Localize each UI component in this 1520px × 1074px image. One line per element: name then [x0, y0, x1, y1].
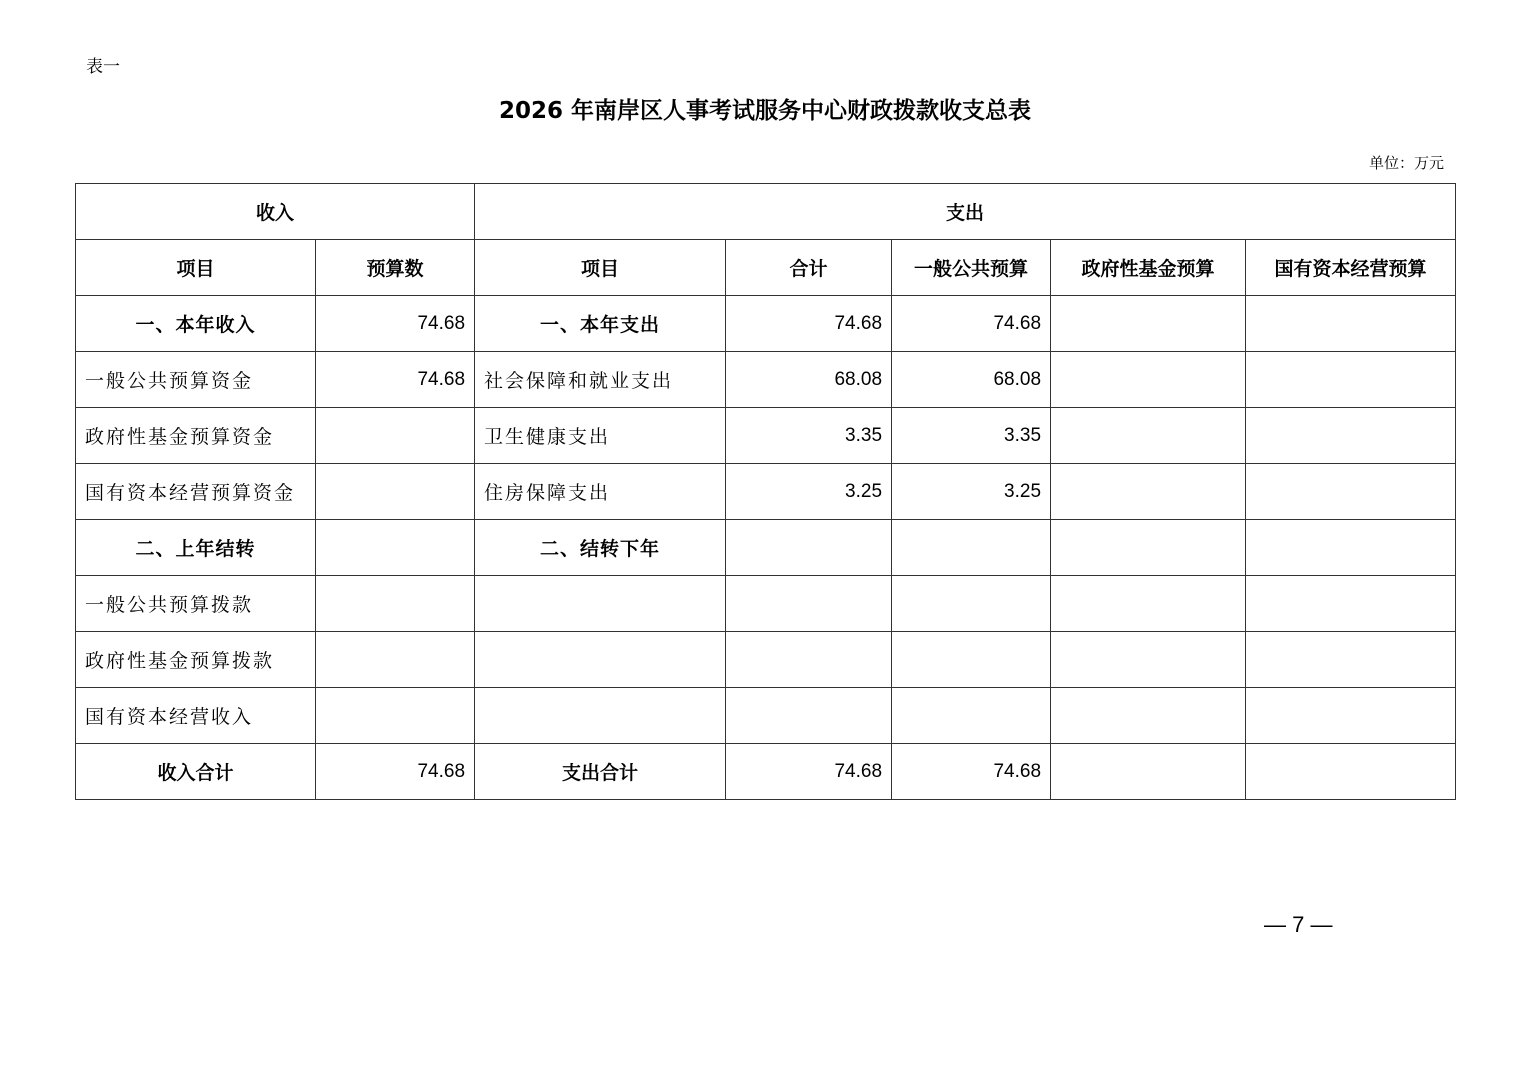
table-row [76, 632, 1456, 688]
expense-item-cell: 卫生健康支出 [475, 408, 726, 464]
expense-item-header: 项目 [475, 240, 726, 296]
expense-item-cell: 一、本年支出 [475, 296, 726, 352]
income-budget-cell [316, 520, 475, 576]
group-header-row [76, 184, 1456, 240]
expense-total-cell [726, 520, 892, 576]
state-capital-cell [1246, 464, 1456, 520]
table-row [76, 520, 1456, 576]
general-public-cell [892, 520, 1051, 576]
expense-total-cell [726, 632, 892, 688]
gov-fund-cell [1051, 576, 1246, 632]
income-budget-cell: 74.68 [316, 296, 475, 352]
gov-fund-cell [1051, 520, 1246, 576]
state-capital-total-value [1246, 744, 1456, 800]
expense-item-cell [475, 688, 726, 744]
income-item-cell: 国有资本经营预算资金 [76, 464, 316, 520]
expense-total-cell [726, 576, 892, 632]
gov-fund-cell [1051, 296, 1246, 352]
table-row [76, 464, 1456, 520]
income-item-header: 项目 [76, 240, 316, 296]
general-public-cell: 3.35 [892, 408, 1051, 464]
expense-item-cell [475, 576, 726, 632]
table-row [76, 688, 1456, 744]
expense-total-value: 74.68 [726, 744, 892, 800]
income-budget-cell [316, 464, 475, 520]
expense-total-cell: 74.68 [726, 296, 892, 352]
budget-summary-table [75, 183, 1456, 800]
income-item-cell: 一、本年收入 [76, 296, 316, 352]
expense-total-cell: 68.08 [726, 352, 892, 408]
table-row [76, 352, 1456, 408]
state-capital-cell [1246, 408, 1456, 464]
income-item-cell: 政府性基金预算资金 [76, 408, 316, 464]
state-capital-budget-header: 国有资本经营预算 [1246, 240, 1456, 296]
expense-item-cell: 住房保障支出 [475, 464, 726, 520]
page-number: — 7 — [1264, 912, 1333, 937]
gov-fund-cell [1051, 408, 1246, 464]
expense-item-cell: 社会保障和就业支出 [475, 352, 726, 408]
general-public-cell: 3.25 [892, 464, 1051, 520]
general-public-cell [892, 632, 1051, 688]
gov-fund-total-value [1051, 744, 1246, 800]
gov-fund-cell [1051, 464, 1246, 520]
income-budget-cell [316, 632, 475, 688]
table-row [76, 296, 1456, 352]
expense-item-cell: 二、结转下年 [475, 520, 726, 576]
state-capital-cell [1246, 352, 1456, 408]
gov-fund-cell [1051, 688, 1246, 744]
general-public-cell: 68.08 [892, 352, 1051, 408]
income-item-cell: 一般公共预算资金 [76, 352, 316, 408]
table-label: 表一 [86, 57, 120, 77]
expense-item-cell [475, 632, 726, 688]
income-budget-cell [316, 576, 475, 632]
income-item-cell: 二、上年结转 [76, 520, 316, 576]
general-public-total-value: 74.68 [892, 744, 1051, 800]
expense-total-cell [726, 688, 892, 744]
general-public-cell [892, 576, 1051, 632]
income-total-label: 收入合计 [76, 744, 316, 800]
general-public-cell [892, 688, 1051, 744]
expense-total-label: 支出合计 [475, 744, 726, 800]
income-budget-cell [316, 408, 475, 464]
gov-fund-budget-header: 政府性基金预算 [1051, 240, 1246, 296]
expense-total-cell: 3.25 [726, 464, 892, 520]
expense-total-cell: 3.35 [726, 408, 892, 464]
income-item-cell: 一般公共预算拨款 [76, 576, 316, 632]
income-budget-cell [316, 688, 475, 744]
income-total-value: 74.68 [316, 744, 475, 800]
totals-row [76, 744, 1456, 800]
column-header-row [76, 240, 1456, 296]
income-budget-header: 预算数 [316, 240, 475, 296]
income-group-header: 收入 [76, 184, 475, 240]
table-row [76, 576, 1456, 632]
expense-total-header: 合计 [726, 240, 892, 296]
income-budget-cell: 74.68 [316, 352, 475, 408]
table-row [76, 408, 1456, 464]
income-item-cell: 政府性基金预算拨款 [76, 632, 316, 688]
gov-fund-cell [1051, 352, 1246, 408]
gov-fund-cell [1051, 632, 1246, 688]
unit-label: 单位：万元 [1368, 154, 1444, 172]
expense-group-header: 支出 [475, 184, 1456, 240]
state-capital-cell [1246, 632, 1456, 688]
income-item-cell: 国有资本经营收入 [76, 688, 316, 744]
state-capital-cell [1246, 520, 1456, 576]
state-capital-cell [1246, 296, 1456, 352]
general-public-budget-header: 一般公共预算 [892, 240, 1051, 296]
general-public-cell: 74.68 [892, 296, 1051, 352]
state-capital-cell [1246, 576, 1456, 632]
state-capital-cell [1246, 688, 1456, 744]
page-title: 2026 年南岸区人事考试服务中心财政拨款收支总表 [498, 98, 1032, 124]
